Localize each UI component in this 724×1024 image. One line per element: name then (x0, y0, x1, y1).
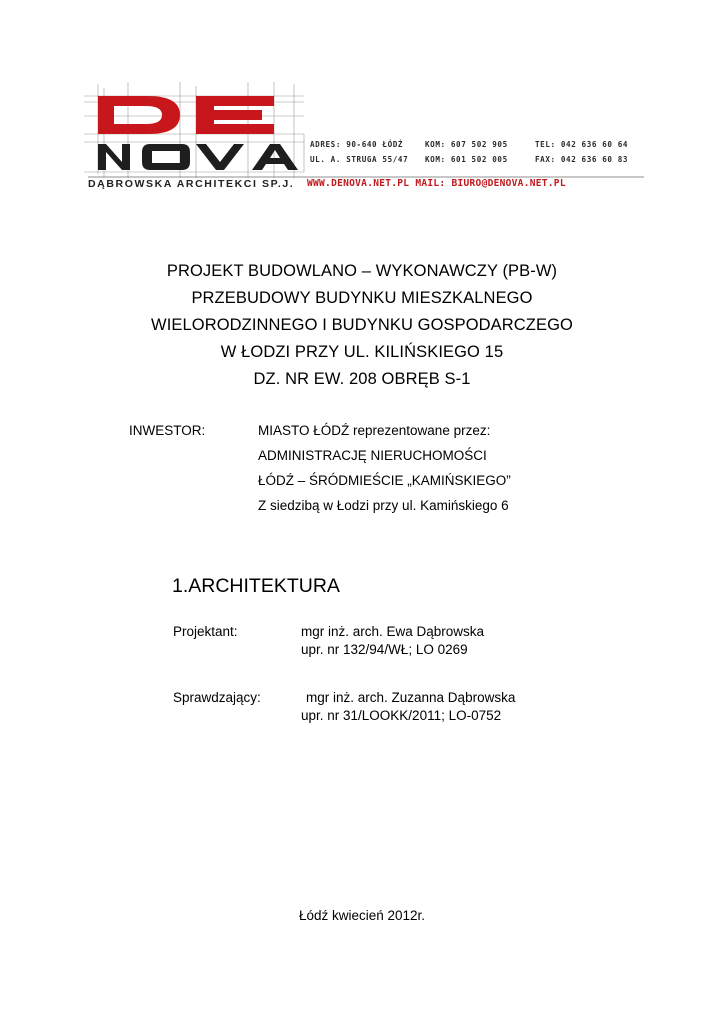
project-title (0, 258, 724, 393)
contact-mobile: KOM: 607 502 905 (425, 140, 508, 149)
letterhead (84, 82, 650, 200)
title-line: WIELORODZINNEGO I BUDYNKU GOSPODARCZEGO (151, 316, 573, 334)
contact-address: UL. A. STRUGA 55/47 (310, 155, 409, 164)
checker-name: mgr inż. arch. Zuzanna Dąbrowska (306, 690, 516, 705)
investor-label: INWESTOR: (129, 423, 206, 438)
investor-line: MIASTO ŁÓDŹ reprezentowane przez: (258, 423, 491, 438)
title-line: PRZEBUDOWY BUDYNKU MIESZKALNEGO (191, 289, 533, 307)
contact-address: ADRES: 90-640 ŁÓDŹ (310, 140, 404, 149)
investor-details (258, 418, 511, 518)
web-mail-line: WWW.DENOVA.NET.PL MAIL: BIURO@DENOVA.NET.PL (307, 178, 566, 189)
title-line: DZ. NR EW. 208 OBRĘB S-1 (253, 370, 471, 388)
designer-license: upr. nr 132/94/WŁ; LO 0269 (301, 642, 468, 657)
checker-role: Sprawdzający: (173, 690, 261, 705)
firm-name: DĄBROWSKA ARCHITEKCI SP.J. (88, 178, 295, 190)
checker-name-block (301, 689, 515, 725)
designer-name-block (301, 623, 484, 659)
investor-line: Z siedzibą w Łodzi przy ul. Kamińskiego 6 (258, 498, 509, 513)
designer-role: Projektant: (173, 624, 238, 639)
title-line: PROJEKT BUDOWLANO – WYKONAWCZY (PB-W) (166, 262, 558, 280)
title-line: W ŁODZI PRZY UL. KILIŃSKIEGO 15 (220, 343, 504, 361)
designer-name: mgr inż. arch. Ewa Dąbrowska (301, 624, 485, 639)
contact-fax: FAX: 042 636 60 83 (535, 155, 629, 164)
contact-row-1 (310, 140, 628, 149)
document-date: Łódź kwiecień 2012r. (298, 908, 426, 923)
investor-line: ADMINISTRACJĘ NIERUCHOMOŚCI (258, 448, 487, 463)
contact-mobile: KOM: 601 502 005 (425, 155, 508, 164)
section-heading: 1.ARCHITEKTURA (172, 575, 340, 597)
investor-line: ŁÓDŹ – ŚRÓDMIEŚCIE „KAMIŃSKIEGO” (258, 473, 511, 488)
contact-row-2 (310, 155, 628, 164)
checker-license: upr. nr 31/LOOKK/2011; LO-0752 (301, 708, 502, 723)
contact-phone: TEL: 042 636 60 64 (535, 140, 629, 149)
